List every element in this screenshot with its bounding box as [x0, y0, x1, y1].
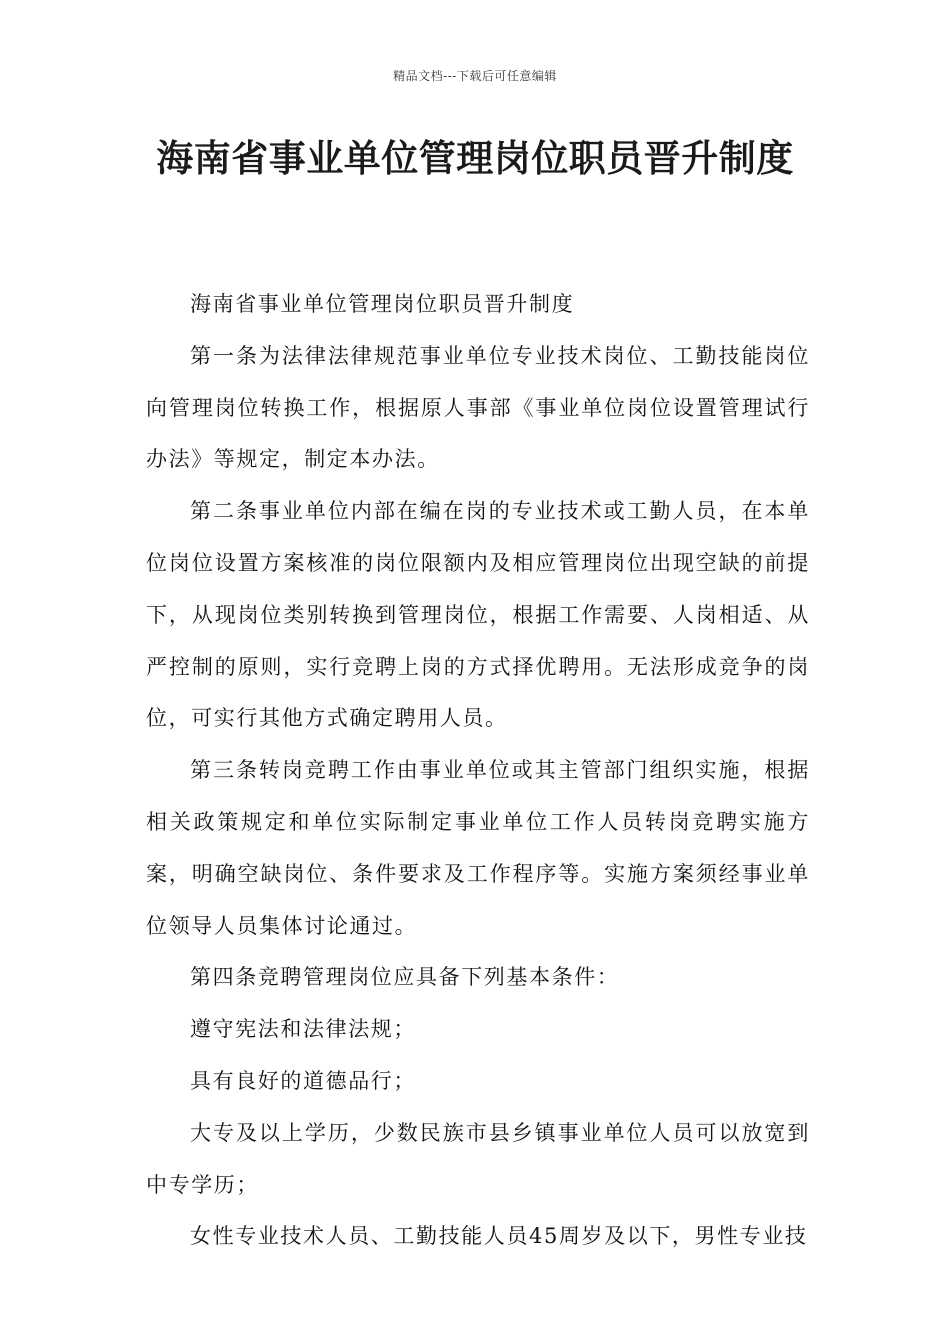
header-note: 精品文档---下载后可任意编辑	[393, 69, 557, 83]
paragraph-subtitle: 海南省事业单位管理岗位职员晋升制度	[190, 292, 575, 316]
document-body	[146, 279, 810, 1263]
paragraph-condition-4: 女性专业技术人员、工勤技能人员45周岁及以下，男性专业技	[190, 1224, 808, 1249]
paragraph-article-1: 第一条为法律法律规范事业单位专业技术岗位、工勤技能岗位向管理岗位转换工作，根据原人事部《事业单位岗位设置管理试行办法》等规定，制定本办法。	[146, 343, 810, 472]
paragraph-article-2: 第二条事业单位内部在编在岗的专业技术或工勤人员，在本单位岗位设置方案核准的岗位限额内及相应管理岗位出现空缺的前提下，从现岗位类别转换到管理岗位，根据工作需要、人岗相适、从严控制的原则，实行竞聘上岗的方式择优聘用。无法形成竞争的岗位，可实行其他方式确定聘用人员。	[146, 499, 810, 731]
document-title: 海南省事业单位管理岗位职员晋升制度	[156, 137, 794, 180]
paragraph-condition-1: 遵守宪法和法律法规；	[190, 1017, 416, 1042]
paragraph-condition-2: 具有良好的道德品行；	[190, 1068, 416, 1093]
paragraph-condition-3: 大专及以上学历，少数民族市县乡镇事业单位人员可以放宽到中专学历；	[146, 1120, 810, 1197]
paragraph-article-3: 第三条转岗竞聘工作由事业单位或其主管部门组织实施，根据相关政策规定和单位实际制定事业单位工作人员转岗竞聘实施方案，明确空缺岗位、条件要求及工作程序等。实施方案须经事业单位领导人员集体讨论通过。	[146, 758, 810, 938]
paragraph-article-4: 第四条竞聘管理岗位应具备下列基本条件：	[190, 965, 620, 990]
